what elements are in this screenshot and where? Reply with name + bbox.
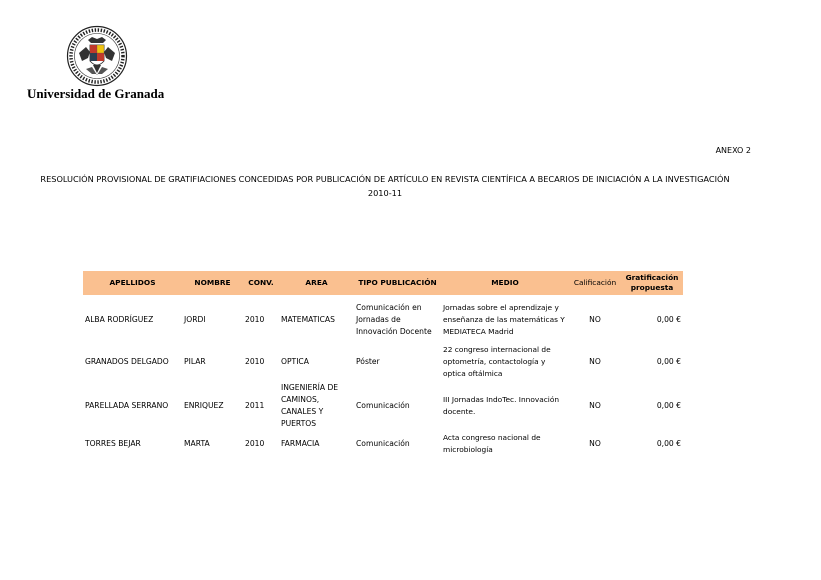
- cell-gratificacion: 0,00 €: [656, 400, 681, 410]
- table-row: [83, 431, 683, 456]
- document-title: [10, 172, 760, 200]
- column-header-gratificacion: Gratificación propuesta: [621, 271, 683, 295]
- cell-nombre: MARTA: [184, 438, 210, 448]
- cell-medio: Acta congreso nacional de microbiología: [443, 432, 541, 454]
- university-crest-logo: [66, 25, 128, 87]
- cell-calificacion: NO: [589, 314, 601, 324]
- grants-table: [83, 271, 683, 456]
- cell-area: MATEMATICAS: [281, 314, 335, 324]
- cell-nombre: JORDI: [184, 314, 206, 324]
- title-line-2: 2010-11: [367, 188, 403, 198]
- table-row: [83, 295, 683, 344]
- column-header-conv: CONV.: [243, 271, 279, 295]
- column-header-apellidos: APELLIDOS: [83, 271, 182, 295]
- cell-tipo: Póster: [356, 357, 380, 366]
- column-header-nombre: NOMBRE: [182, 271, 243, 295]
- cell-conv: 2011: [245, 400, 265, 410]
- table-row: [83, 344, 683, 380]
- cell-area: FARMACIA: [281, 438, 320, 448]
- cell-gratificacion: 0,00 €: [656, 314, 681, 324]
- cell-conv: 2010: [245, 438, 265, 448]
- column-header-area: AREA: [279, 271, 354, 295]
- cell-calificacion: NO: [589, 400, 601, 410]
- column-header-medio: MEDIO: [441, 271, 569, 295]
- cell-apellidos: PARELLADA SERRANO: [85, 400, 169, 410]
- cell-area: OPTICA: [281, 357, 309, 366]
- cell-tipo: Comunicación: [356, 438, 410, 448]
- university-name: Universidad de Granada: [27, 86, 165, 101]
- cell-apellidos: ALBA RODRÍGUEZ: [85, 314, 154, 324]
- cell-conv: 2010: [245, 357, 265, 366]
- cell-medio: III Jornadas IndoTec. Innovación docente.: [443, 394, 560, 416]
- cell-calificacion: NO: [589, 438, 601, 448]
- cell-conv: 2010: [245, 314, 265, 324]
- column-header-calificacion: Calificación: [569, 271, 621, 295]
- cell-area: INGENIERÍA DE CAMINOS, CANALES Y PUERTOS: [281, 382, 339, 428]
- cell-nombre: ENRIQUEZ: [184, 400, 224, 410]
- table-header-row: [83, 271, 683, 295]
- cell-nombre: PILAR: [184, 357, 206, 366]
- column-header-tipo: TIPO PUBLICACIÓN: [354, 271, 441, 295]
- table-row: [83, 380, 683, 431]
- cell-tipo: Comunicación en Jornadas de Innovación Docente: [356, 302, 432, 336]
- cell-tipo: Comunicación: [356, 400, 410, 410]
- cell-medio: Jornadas sobre el aprendizaje y enseñanza de las matemáticas Y MEDIATECA Madrid: [443, 302, 565, 336]
- cell-calificacion: NO: [589, 357, 601, 366]
- cell-gratificacion: 0,00 €: [656, 357, 681, 366]
- title-line-1: RESOLUCIÓN PROVISIONAL DE GRATIFIACIONES CONCEDIDAS POR PUBLICACIÓN DE ARTÍCULO EN REVISTA CIENTÍFICA A BECARIOS DE INICIACIÓN A LA INVESTIGACIÓN: [40, 174, 730, 184]
- annex-label: ANEXO 2: [715, 146, 751, 155]
- cell-apellidos: TORRES BEJAR: [85, 438, 141, 448]
- cell-medio: 22 congreso internacional de optometría, contactología y optica oftálmica: [443, 345, 551, 378]
- cell-gratificacion: 0,00 €: [656, 438, 681, 448]
- cell-apellidos: GRANADOS DELGADO: [85, 357, 169, 366]
